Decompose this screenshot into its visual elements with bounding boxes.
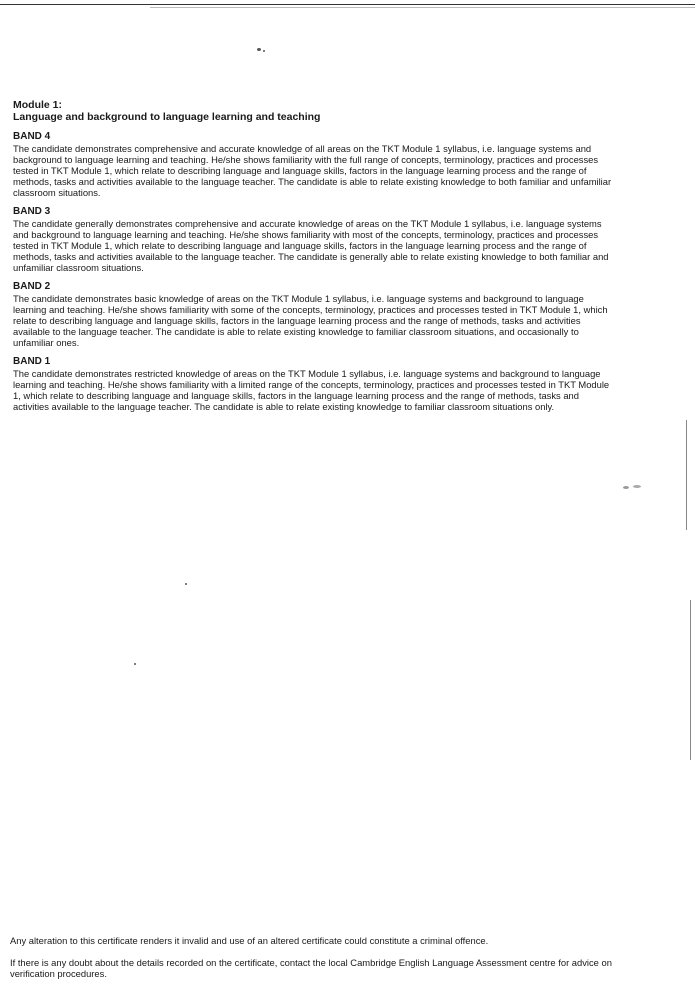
alteration-notice: Any alteration to this certificate renders it invalid and use of an altered certificate could constitute a criminal offence.: [10, 935, 489, 946]
band-section: [13, 131, 615, 198]
scan-speck: [257, 48, 261, 51]
band-description: The candidate demonstrates comprehensive and accurate knowledge of all areas on the TKT Module 1 syllabus, i.e. language systems and background to language learning and teaching. He/she shows familiarity with the full range of concepts, terminology, practices and processes tested in TKT Module 1, which relate to describing language and language skills, factors in the language learning process and the range of methods, tasks and activities available to the language teacher. The candidate is able to relate existing knowledge to both familiar and unfamiliar classroom situations.: [13, 143, 612, 198]
module-title: Module 1:: [13, 99, 62, 111]
band-section: [13, 356, 615, 412]
band-section: [13, 281, 615, 348]
scan-speck: [633, 485, 641, 488]
scan-speck: [623, 486, 629, 489]
page-edge-mark: [686, 420, 687, 530]
page-edge-mark: [690, 600, 691, 760]
band-description: The candidate demonstrates restricted knowledge of areas on the TKT Module 1 syllabus, i.e. language systems and background to language learning and teaching. He/she shows familiarity with a limited range of the concepts, terminology, practices and processes tested in TKT Module 1, which relate to describing language and language skills, factors in the language learning process and the range of methods, tasks and activities available to the language teacher. The candidate is able to relate existing knowledge to familiar classroom situations only.: [13, 368, 610, 412]
scan-speck: [134, 663, 136, 665]
band-title: BAND 2: [13, 281, 51, 292]
band-title: BAND 4: [13, 131, 51, 142]
scan-speck: [263, 50, 265, 52]
certificate-content: [13, 99, 615, 412]
top-border-line: [0, 4, 695, 5]
band-description: The candidate generally demonstrates comprehensive and accurate knowledge of areas on the TKT Module 1 syllabus, i.e. language systems and background to language learning and teaching. He/she shows familiarity with most of the concepts, terminology, practices and processes tested in TKT Module 1, which relate to describing language and language skills, factors in the language learning process and the range of methods, tasks and activities available to the language teacher. The candidate is generally able to relate existing knowledge to both familiar and unfamiliar classroom situations.: [13, 218, 609, 273]
verification-notice: If there is any doubt about the details recorded on the certificate, contact the local Cambridge English Language Assessment centre for advice on verification procedures.: [10, 957, 612, 979]
module-subtitle: Language and background to language learning and teaching: [13, 111, 321, 123]
band-title: BAND 1: [13, 356, 51, 367]
scan-speck: [185, 583, 187, 585]
top-border-line-secondary: [150, 7, 695, 8]
band-section: [13, 206, 615, 273]
band-title: BAND 3: [13, 206, 51, 217]
band-description: The candidate demonstrates basic knowledge of areas on the TKT Module 1 syllabus, i.e. language systems and background to language learning and teaching. He/she shows familiarity with some of the concepts, terminology, practices and processes tested in TKT Module 1, which relate to describing language and language skills, factors in the language learning process and the range of methods, tasks and activities available to the language teacher. The candidate is able to relate existing knowledge to familiar classroom situations, and occasionally to unfamiliar ones.: [13, 293, 608, 348]
